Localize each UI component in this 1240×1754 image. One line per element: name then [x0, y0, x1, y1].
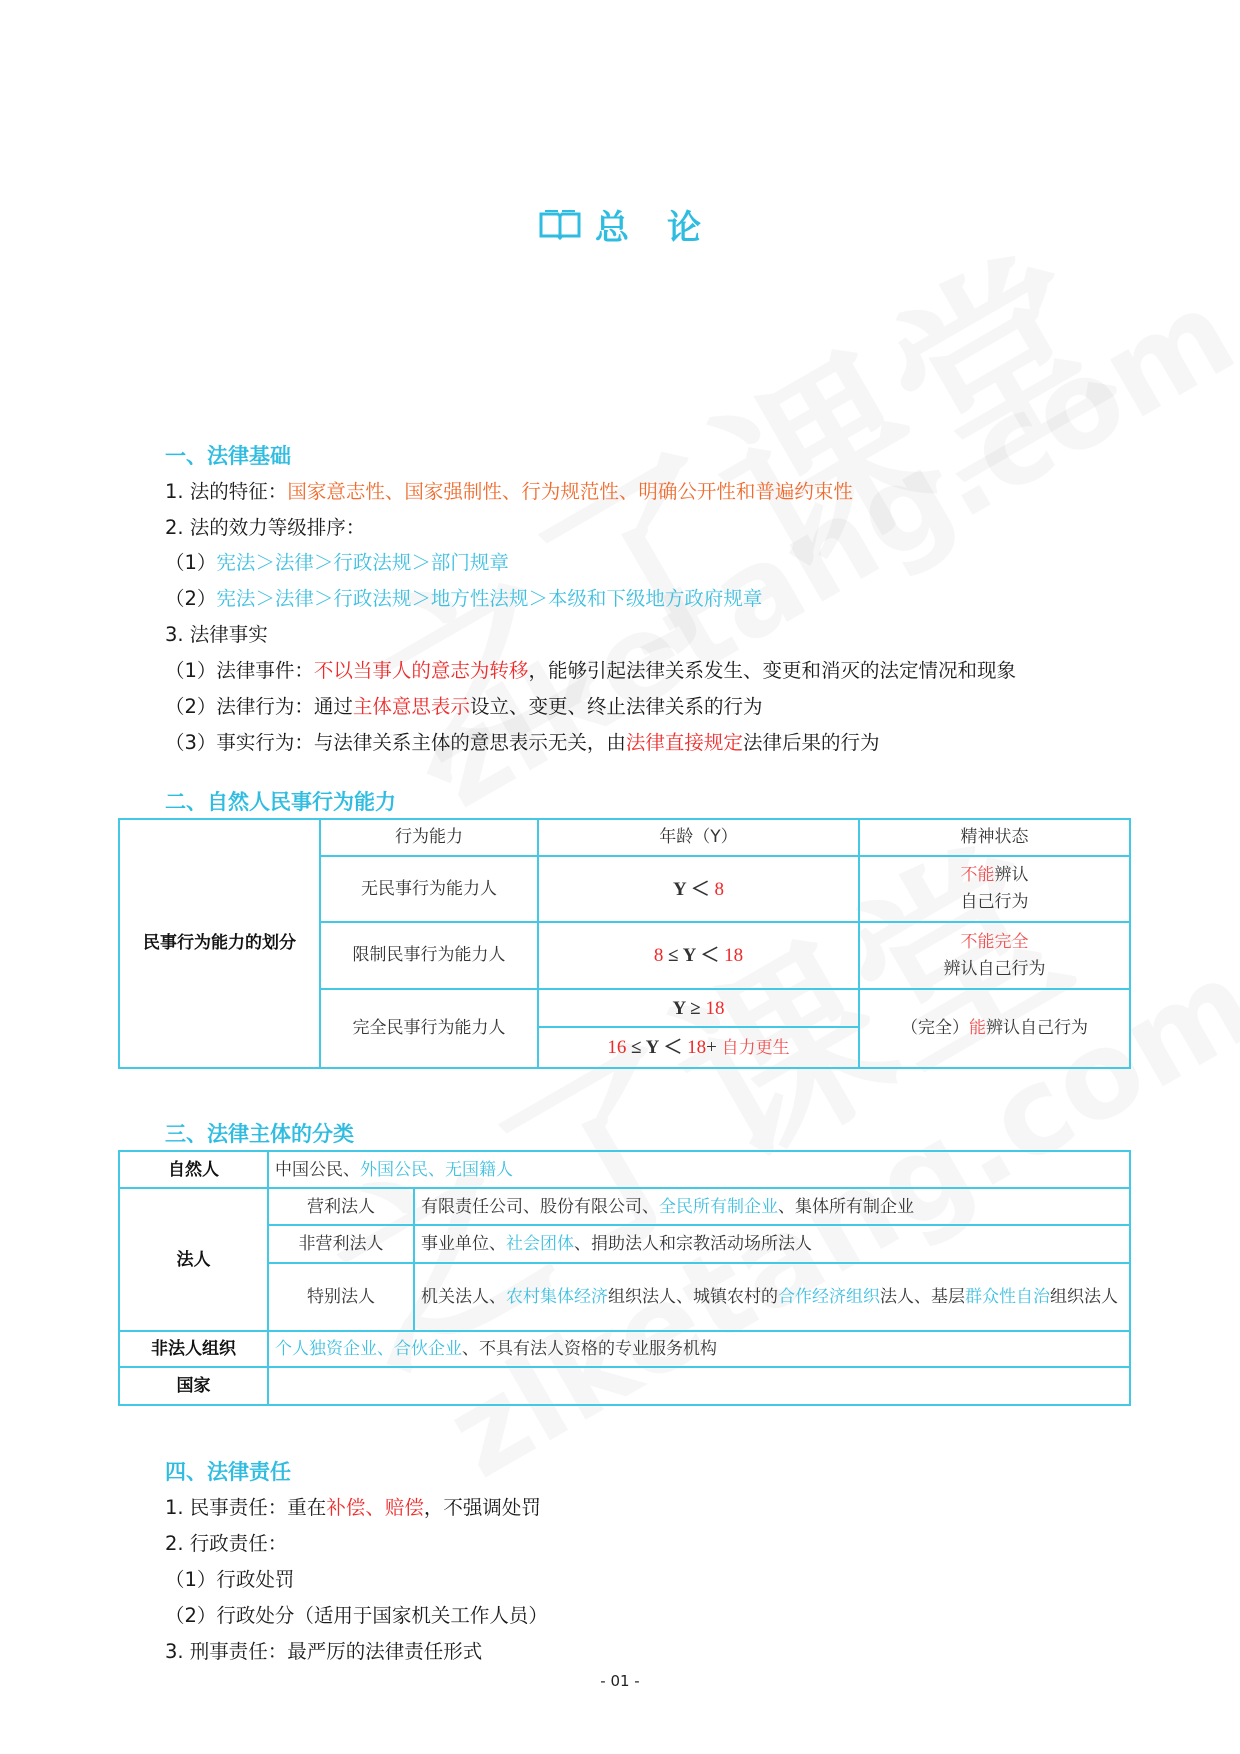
age-cell	[538, 922, 859, 989]
highlight: 补偿	[326, 1496, 366, 1519]
text: 、集体所有制企业	[778, 1196, 914, 1217]
legal-subjects-table	[118, 1150, 1131, 1406]
book-icon	[539, 210, 581, 240]
table-row	[119, 1151, 1130, 1188]
text: 有限责任公司、股份有限公司、	[421, 1196, 659, 1217]
col-header-age: 年龄（Y）	[538, 819, 859, 856]
age-value: 18	[705, 997, 725, 1019]
subcategory-label: 营利法人	[268, 1188, 414, 1225]
section-3-heading: 三、法律主体的分类	[165, 1122, 354, 1146]
age-value: 18	[724, 945, 744, 966]
highlight: 法律直接规定	[625, 731, 743, 754]
s1-line-3	[165, 547, 509, 575]
age-value: 16	[607, 1036, 627, 1058]
separator: 、	[365, 1496, 385, 1519]
highlight: 宪法＞法律＞行政法规＞地方性法规＞本级和下级地方政府规章	[216, 587, 763, 610]
text: （完全）	[901, 1018, 969, 1038]
category-content	[268, 1367, 1130, 1405]
highlight: 自力更生	[721, 1037, 790, 1058]
suffix: ，不强调处罚	[423, 1496, 541, 1519]
mental-cell	[859, 989, 1130, 1068]
highlight: 社会团体	[506, 1234, 574, 1254]
category-label: 国家	[119, 1367, 268, 1405]
text: 机关法人、	[421, 1287, 506, 1307]
table-row	[119, 1367, 1130, 1405]
highlight: 宪法＞法律＞行政法规＞部门规章	[216, 551, 509, 574]
age-cell	[538, 856, 859, 922]
age-value: 8	[714, 878, 725, 900]
category-label: 自然人	[119, 1151, 268, 1188]
age-value: 8	[653, 945, 664, 966]
age-cell	[538, 989, 859, 1027]
col-header-mental: 精神状态	[859, 819, 1130, 856]
table-row	[119, 1225, 1130, 1263]
highlight: 不能	[960, 865, 995, 885]
s1-line-8	[165, 727, 879, 755]
category-content	[414, 1225, 1130, 1263]
mental-cell	[859, 856, 1130, 922]
category-label: 法人	[119, 1188, 268, 1331]
text: 、不具有法人资格的专业服务机构	[462, 1339, 717, 1359]
highlight: 全民所有制企业	[659, 1196, 778, 1217]
highlight: 能	[969, 1018, 986, 1038]
text: 组织法人、城镇农村的	[608, 1287, 778, 1307]
label: （1）	[165, 551, 217, 574]
text: 辨认自己行为	[986, 1018, 1088, 1038]
age-value: 18	[687, 1036, 707, 1058]
category-content	[268, 1151, 1130, 1188]
page-title	[0, 200, 1240, 249]
category-content	[268, 1331, 1130, 1367]
text: 自己行为	[960, 892, 1029, 912]
category-label: 非法人组织	[119, 1331, 268, 1367]
suffix: 法律后果的行为	[742, 731, 880, 754]
table-row	[119, 1331, 1130, 1367]
table-row	[119, 1188, 1130, 1225]
s4-line-4: （2）行政处分（适用于国家机关工作人员）	[165, 1604, 548, 1627]
row-header: 民事行为能力的划分	[119, 819, 320, 1068]
suffix: ，能够引起法律关系发生、变更和消灭的法定情况和现象	[528, 659, 1016, 682]
capacity-table	[118, 818, 1131, 1069]
section-1-heading: 一、法律基础	[165, 444, 291, 468]
label: 1. 民事责任：重在	[165, 1496, 327, 1519]
highlight: 个人独资企业、合伙企业	[275, 1339, 462, 1359]
age-cell	[538, 1027, 859, 1068]
plus: +	[706, 1036, 722, 1058]
subcategory-label: 非营利法人	[268, 1225, 414, 1263]
text: 辨认	[994, 865, 1029, 885]
highlight: 国家意志性、国家强制性、行为规范性、明确公开性和普遍约束性	[287, 480, 853, 503]
highlight: 合作经济组织	[778, 1287, 880, 1307]
s1-line-6	[165, 655, 1016, 683]
label: 1. 法的特征：	[165, 480, 288, 503]
age-expr: ≤ Y ＜	[626, 1036, 688, 1058]
table-row	[119, 1263, 1130, 1331]
capacity-cell: 限制民事行为能力人	[320, 922, 538, 989]
category-content	[414, 1188, 1130, 1225]
capacity-cell: 无民事行为能力人	[320, 856, 538, 922]
highlight: 不以当事人的意志为转移	[313, 659, 529, 682]
label: （3）事实行为：与法律关系主体的意思表示无关，由	[165, 731, 626, 754]
text: 辨认自己行为	[943, 958, 1046, 979]
category-content	[414, 1263, 1130, 1331]
subcategory-label: 特别法人	[268, 1263, 414, 1331]
highlight: 主体意思表示	[352, 695, 470, 718]
label: （1）法律事件：	[165, 659, 314, 682]
s4-line-5: 3. 刑事责任：最严厉的法律责任形式	[165, 1640, 483, 1663]
label: （2）法律行为：通过	[165, 695, 353, 718]
highlight: 群众性自治	[965, 1287, 1050, 1307]
page-number: - 01 -	[600, 1672, 640, 1690]
title-text: 总论	[595, 208, 739, 248]
text: 事业单位、	[421, 1234, 506, 1254]
mental-cell	[859, 922, 1130, 989]
s1-line-7	[165, 691, 762, 719]
text: 中国公民、	[275, 1159, 360, 1180]
s4-line-2: 2. 行政责任：	[165, 1532, 288, 1555]
s4-line-3: （1）行政处罚	[165, 1568, 295, 1591]
text: 法人、基层	[880, 1287, 965, 1307]
age-expr: Y ＜	[672, 878, 715, 900]
highlight: 农村集体经济	[506, 1287, 608, 1307]
s1-line-2: 2. 法的效力等级排序：	[165, 516, 366, 539]
text: 组织法人	[1050, 1287, 1118, 1307]
s1-line-5: 3. 法律事实	[165, 623, 268, 646]
s1-line-4	[165, 583, 762, 611]
suffix: 设立、变更、终止法律关系的行为	[469, 695, 763, 718]
age-expr: Y ≥	[672, 997, 706, 1019]
age-expr: ≤ Y ＜	[663, 945, 725, 966]
col-header-capacity: 行为能力	[320, 819, 538, 856]
s1-line-1	[165, 476, 853, 504]
section-4-heading: 四、法律责任	[165, 1460, 291, 1484]
capacity-cell: 完全民事行为能力人	[320, 989, 538, 1068]
highlight: 外国公民、无国籍人	[360, 1159, 513, 1180]
section-2-heading: 二、自然人民事行为能力	[165, 790, 396, 814]
label: （2）	[165, 587, 217, 610]
highlight: 不能完全	[960, 931, 1029, 952]
s4-line-1	[165, 1492, 541, 1520]
highlight: 赔偿	[384, 1496, 424, 1519]
text: 、捐助法人和宗教活动场所法人	[574, 1234, 812, 1254]
